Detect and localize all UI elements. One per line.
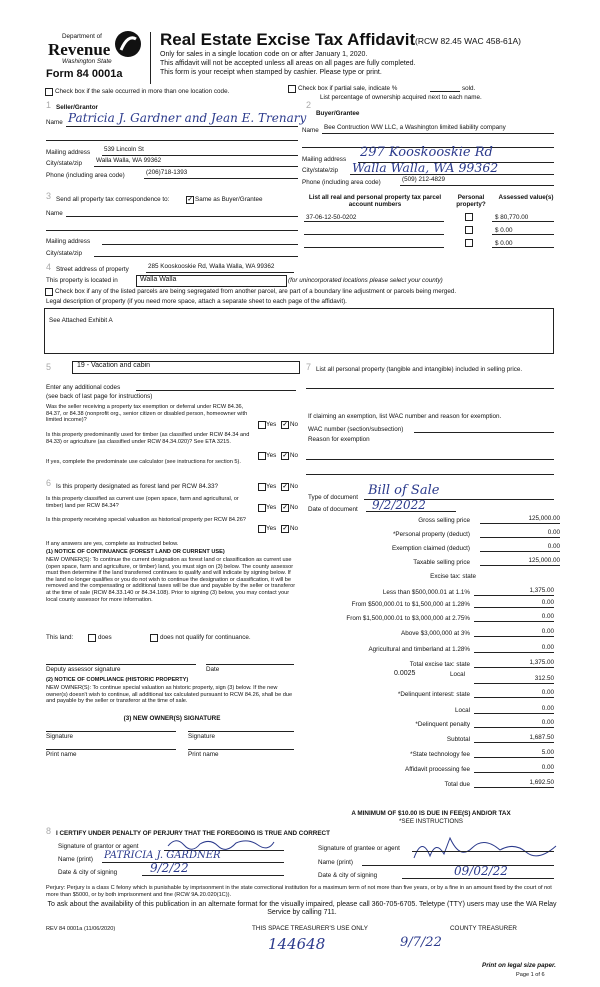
- q2-no-checkbox[interactable]: ✓: [282, 453, 288, 459]
- section-number: 1: [46, 100, 52, 110]
- exemption-label: If claiming an exemption, list WAC number and reason for exemption.: [308, 413, 502, 420]
- tax-row-label: Local: [454, 707, 470, 714]
- tax-row-label: From $1,500,000.01 to $3,000,000 at 2.75%: [346, 615, 470, 622]
- street-field[interactable]: 285 Kooskooskie Rd, Walla Walla, WA 99362: [148, 263, 275, 270]
- current-use-no-checkbox[interactable]: ✓: [282, 505, 288, 511]
- this-land-label: This land:: [46, 634, 74, 641]
- grantor-signature[interactable]: [166, 836, 276, 850]
- legal-paper-note: Print on legal size paper.: [482, 962, 556, 969]
- seller-name-field[interactable]: Patricia J. Gardner and Jean E. Trenary: [68, 111, 307, 125]
- assessed-value[interactable]: $ 80,770.00: [495, 214, 529, 221]
- form-number: Form 84 0001a: [46, 68, 123, 80]
- partial-sale-checkbox[interactable]: [288, 85, 296, 93]
- forest-no-checkbox[interactable]: ✓: [282, 484, 288, 490]
- partial-sold-label: sold.: [462, 85, 476, 92]
- revision-label: REV 84 0001a (11/06/2020): [46, 926, 116, 932]
- additional-codes-label: Enter any additional codes: [46, 384, 121, 391]
- no-label: No: [290, 525, 299, 532]
- q1-yes-checkbox[interactable]: [258, 421, 266, 429]
- tax-row-label: Gross selling price: [418, 517, 470, 524]
- no-label: No: [290, 504, 299, 511]
- compliance-heading: (2) NOTICE OF COMPLIANCE (HISTORIC PROPERTY): [46, 677, 189, 683]
- tax-row-value[interactable]: 0.00: [541, 764, 554, 771]
- grantee-signature[interactable]: [410, 834, 560, 864]
- grantor-sig-label: Signature of grantor or agent: [58, 843, 139, 850]
- tax-row-value[interactable]: 312.50: [534, 675, 554, 682]
- grantor-name-field[interactable]: PATRICIA J. GARDNER: [104, 850, 221, 861]
- q-forest: Is this property designated as forest land per RCW 84.33?: [56, 483, 219, 490]
- revenue-logo-icon: [114, 30, 142, 58]
- statute: (RCW 82.45 WAC 458-61A): [415, 36, 521, 46]
- multi-location-label: Check box if the sale occurred in more than one location code.: [55, 88, 230, 95]
- seller-city-field[interactable]: Walla Walla, WA 99362: [96, 157, 162, 164]
- section-number: 4: [46, 262, 52, 272]
- land-use-code-select[interactable]: 19 - Vacation and cabin: [72, 361, 300, 374]
- seller-heading: Seller/Grantor: [56, 104, 98, 111]
- assessed-value[interactable]: $ 0.00: [495, 227, 513, 234]
- no-label: No: [290, 452, 299, 459]
- tax-row-label: Total due: [444, 781, 470, 788]
- section-number: 8: [46, 826, 52, 836]
- personal-property-checkbox[interactable]: [465, 239, 473, 247]
- alt-format-text: To ask about the availability of this publication in an alternate format for the visually impaired, please call 360-705-6705. Teletype (TTY) users may use the WA Relay Service by calling 711.: [47, 901, 557, 917]
- certify-heading: I CERTIFY UNDER PENALTY OF PERJURY THAT THE FOREGOING IS TRUE AND CORRECT: [56, 830, 330, 837]
- street-label: Street address of property: [56, 266, 129, 273]
- buyer-mail-label: Mailing address: [302, 156, 347, 163]
- buyer-heading: Buyer/Grantee: [316, 110, 360, 117]
- no-label: No: [290, 483, 299, 490]
- doc-type-field[interactable]: Bill of Sale: [368, 483, 440, 498]
- no-label: No: [290, 421, 299, 428]
- partial-sale-label: Check box if partial sale, indicate %: [298, 85, 398, 92]
- seller-phone-label: Phone (including area code): [46, 172, 125, 179]
- seller-phone-field[interactable]: (206)718-1393: [146, 169, 188, 176]
- yes-note: If any answers are yes, complete as instructed below.: [46, 541, 179, 547]
- section-number: 7: [306, 362, 312, 372]
- tax-row-label: Agricultural and timberland at 1.28%: [368, 646, 470, 653]
- grantee-name-label: Name (print): [318, 859, 353, 866]
- page-number: Page 1 of 6: [516, 972, 545, 978]
- parcel-header-1: List all real and personal property tax parcel account numbers: [308, 194, 442, 209]
- same-as-buyer-checkbox[interactable]: ✓: [187, 197, 193, 203]
- does-not-checkbox[interactable]: [150, 634, 158, 642]
- legal-desc-label: Legal description of property (if you need more space, attach a separate sheet to each page of the affidavit).: [46, 298, 347, 305]
- wac-label: WAC number (section/subsection): [308, 426, 404, 433]
- tax-row-value[interactable]: 125,000.00: [528, 557, 560, 564]
- tax-row-label: Subtotal: [446, 736, 470, 743]
- section-number: 3: [46, 191, 52, 201]
- tax-row-value[interactable]: 0.00: [541, 719, 554, 726]
- q-exemption: Was the seller receiving a property tax exemption or deferral under RCW 84.36, 84.37, or 84.38 (nonprofit org., senior citizen or disabled person, homeowner with limited income)?: [46, 404, 248, 424]
- section-number: 6: [46, 478, 52, 488]
- grantor-date-label: Date & city of signing: [58, 869, 118, 876]
- deputy-sig-label: Deputy assessor signature: [46, 666, 121, 673]
- buyer-name-label: Name: [302, 127, 319, 134]
- grantor-name-label: Name (print): [58, 856, 93, 863]
- buyer-name-field[interactable]: Bee Contruction WW LLC, a Washington limited liability company: [324, 124, 506, 131]
- tax-row-label: Exemption claimed (deduct): [391, 545, 470, 552]
- sec3-mail-label: Mailing address: [46, 238, 91, 245]
- grantor-date-field[interactable]: 9/2/22: [150, 861, 189, 875]
- located-label: This property is located in: [46, 277, 118, 284]
- parcel-account[interactable]: 37-06-12-50-0202: [306, 214, 357, 221]
- sec3-name-label: Name: [46, 210, 63, 217]
- owner-print-label-2: Print name: [188, 751, 219, 758]
- yes-label: Yes: [266, 421, 277, 428]
- subtitle-1: Only for sales in a single location code on or after January 1, 2020.: [160, 51, 368, 58]
- buyer-city-field[interactable]: Walla Walla, WA 99362: [352, 160, 499, 175]
- correspondence-label: Send all property tax correspondence to:: [56, 196, 170, 203]
- tax-row-value[interactable]: 0.00: [541, 628, 554, 635]
- section-number: 2: [306, 100, 312, 110]
- continuance-heading: (1) NOTICE OF CONTINUANCE (FOREST LAND OR CURRENT USE): [46, 549, 225, 555]
- grantee-date-label: Date & city of signing: [318, 872, 378, 879]
- deputy-date-label: Date: [206, 666, 220, 673]
- q-current-use: Is this property classified as current use (open space, farm and agricultural, or timber) land per RCW 84.34?: [46, 496, 239, 509]
- seller-mail-label: Mailing address: [46, 149, 91, 156]
- assessed-value[interactable]: $ 0.00: [495, 240, 513, 247]
- does-label: does: [98, 634, 112, 641]
- owner-sig-label-1: Signature: [46, 733, 73, 740]
- personal-property-label: List all personal property (tangible and intangible) included in selling price.: [316, 366, 523, 373]
- does-checkbox[interactable]: [88, 634, 96, 642]
- partial-list-label: List percentage of ownership acquired next to each name.: [320, 94, 482, 101]
- grantee-date-field[interactable]: 09/02/22: [454, 864, 508, 878]
- segregated-label: Check box if any of the listed parcels are being segregated from another parcel, are part of a boundary line adjustment or parcels being merged.: [55, 288, 457, 295]
- q1-no-checkbox[interactable]: ✓: [282, 422, 288, 428]
- historic-no-checkbox[interactable]: ✓: [282, 526, 288, 532]
- reason-label: Reason for exemption: [308, 436, 370, 443]
- dept-line: Department of: [62, 33, 102, 40]
- yes-label: Yes: [266, 525, 277, 532]
- doc-type-label: Type of document: [308, 494, 359, 501]
- legal-desc-field[interactable]: See Attached Exhibit A: [44, 308, 554, 354]
- buyer-city-label: City/state/zip: [302, 167, 339, 174]
- tax-row-label: Taxable selling price: [413, 559, 470, 566]
- tax-row-label: *Delinquent interest: state: [397, 691, 470, 698]
- buyer-mail-field[interactable]: 297 Kooskooskie Rd: [360, 145, 493, 160]
- codes-note: (see back of last page for instructions): [46, 393, 153, 400]
- tax-row-label: *Delinquent penalty: [415, 721, 470, 728]
- q-timber: Is this property predominantly used for timber (as classified under RCW 84.34 and 84.33) or agriculture (as classified under RCW 84.34.020)? See ETA 3215.: [46, 432, 250, 445]
- historic-yes-checkbox[interactable]: [258, 525, 266, 533]
- subtitle-3: This form is your receipt when stamped by cashier. Please type or print.: [160, 69, 382, 76]
- tax-row-value[interactable]: 1,687.50: [529, 734, 554, 741]
- parcel-header-2: Personal property?: [456, 194, 486, 209]
- local-rate: 0.0025: [394, 670, 416, 677]
- buyer-phone-label: Phone (including area code): [302, 179, 381, 186]
- tax-row-value[interactable]: 125,000.00: [528, 515, 560, 522]
- sec3-city-label: City/state/zip: [46, 250, 83, 257]
- personal-property-checkbox[interactable]: [465, 213, 473, 221]
- parcel-header-3: Assessed value(s): [498, 194, 554, 201]
- doc-date-label: Date of document: [308, 506, 358, 513]
- tax-row-value[interactable]: 0.00: [541, 689, 554, 696]
- seller-city-label: City/state/zip: [46, 160, 83, 167]
- forest-yes-checkbox[interactable]: [258, 483, 266, 491]
- grantee-sig-label: Signature of grantee or agent: [318, 845, 400, 852]
- tax-row-value[interactable]: 1,375.00: [529, 659, 554, 666]
- tax-row-value[interactable]: 1,692.50: [529, 779, 554, 786]
- tax-row-value[interactable]: 5.00: [541, 749, 554, 756]
- tax-row-label: Total excise tax: state: [409, 661, 470, 668]
- perjury-text: Perjury: Perjury is a class C felony which is punishable by imprisonment in the state correctional institution for a maximum term of not more than five years, or by a fine in an amount fixed by the court of not more than $5000, or by both imprisonment and fine (RCW 9A.20.020(1C)).: [46, 885, 552, 898]
- located-note: (for unincorporated locations please select your county): [288, 277, 443, 284]
- owner-sig-label-2: Signature: [188, 733, 215, 740]
- tax-row-label: Affidavit processing fee: [405, 766, 470, 773]
- seller-name-label: Name: [46, 119, 63, 126]
- county-treasurer-label: COUNTY TREASURER: [450, 925, 517, 932]
- local-rate-label: Local: [450, 671, 466, 678]
- seller-mail-field[interactable]: 539 Lincoln St: [104, 146, 144, 153]
- q-historic: Is this property receiving special valuation as historical property per RCW 84.26?: [46, 517, 246, 523]
- yes-label: Yes: [266, 452, 277, 459]
- tax-row-value[interactable]: 0.00: [547, 543, 560, 550]
- yes-label: Yes: [266, 483, 277, 490]
- subtitle-2: This affidavit will not be accepted unless all areas on all pages are fully completed.: [160, 60, 416, 67]
- tax-row-value[interactable]: 0.00: [547, 529, 560, 536]
- new-owner-heading: (3) NEW OWNER(S) SIGNATURE: [123, 715, 221, 722]
- continuance-text: NEW OWNER(S): To continue the current designation as forest land or classification as current use (open space, farm and agriculture, or timber) land, you must sign on (3) below. The county assessor must then determine if the land transferred continues to qualify and will indicate by signing below. If the land no longer qualifies or you do not wish to continue the designation or classification, it will be removed and the compensating or additional taxes will be due and payable by the seller or transferor at the time of sale (RCW 84.33.140 or 84.34.108). Prior to signing (3) below, you may contact your local county assessor for more information.: [46, 557, 296, 603]
- buyer-phone-field[interactable]: (509) 212-4829: [402, 176, 446, 183]
- current-use-yes-checkbox[interactable]: [258, 504, 266, 512]
- tax-row-value[interactable]: 0.00: [541, 644, 554, 651]
- tax-row-label: Above $3,000,000 at 3%: [401, 630, 470, 637]
- stamp-number: 144648: [268, 935, 326, 953]
- does-not-label: does not qualify for continuance.: [160, 634, 251, 641]
- minimum-due: A MINIMUM OF $10.00 IS DUE IN FEE(S) AND/OR TAX: [351, 810, 511, 817]
- tax-row-label: *State technology fee: [410, 751, 470, 758]
- compliance-text: NEW OWNER(S): To continue special valuation as historic property, sign (3) below. If the new owner(s) doesn't wish to continue, all additional tax calculated pursuant to RCW 84.26, shall be due and payable by the seller or transferor at the time of sale.: [46, 685, 293, 705]
- tax-row-label: Less than $500,000.01 at 1.1%: [382, 589, 470, 596]
- owner-print-label-1: Print name: [46, 751, 77, 758]
- section-number: 5: [46, 362, 52, 372]
- form-title: Real Estate Excise Tax Affidavit: [160, 30, 416, 49]
- tax-row-value[interactable]: 0.00: [541, 599, 554, 606]
- tax-row-value[interactable]: 0.00: [541, 613, 554, 620]
- personal-property-checkbox[interactable]: [465, 226, 473, 234]
- see-instructions: *SEE INSTRUCTIONS: [398, 818, 464, 825]
- tax-row-label: From $500,000.01 to $1,500,000 at 1.28%: [351, 601, 470, 608]
- county-select[interactable]: Walla Walla: [136, 275, 287, 287]
- stamp-date: 9/7/22: [400, 935, 442, 950]
- doc-date-field[interactable]: 9/2/2022: [372, 498, 426, 512]
- tax-row-value[interactable]: 0.00: [541, 705, 554, 712]
- yes-label: Yes: [266, 504, 277, 511]
- same-as-buyer-label: Same as Buyer/Grantee: [195, 196, 263, 203]
- tax-row-label: Excise tax: state: [430, 573, 476, 580]
- state-label: Washington State: [62, 58, 112, 65]
- tax-row-label: *Personal property (deduct): [392, 531, 470, 538]
- segregated-checkbox[interactable]: [45, 288, 53, 296]
- timber-note: If yes, complete the predominate use calculator (see instructions for section 5).: [46, 459, 241, 465]
- dept-name: Revenue: [48, 40, 111, 59]
- treasurer-only-label: THIS SPACE TREASURER'S USE ONLY: [252, 925, 368, 932]
- multi-location-checkbox[interactable]: [45, 88, 53, 96]
- tax-row-value[interactable]: 1,375.00: [529, 587, 554, 594]
